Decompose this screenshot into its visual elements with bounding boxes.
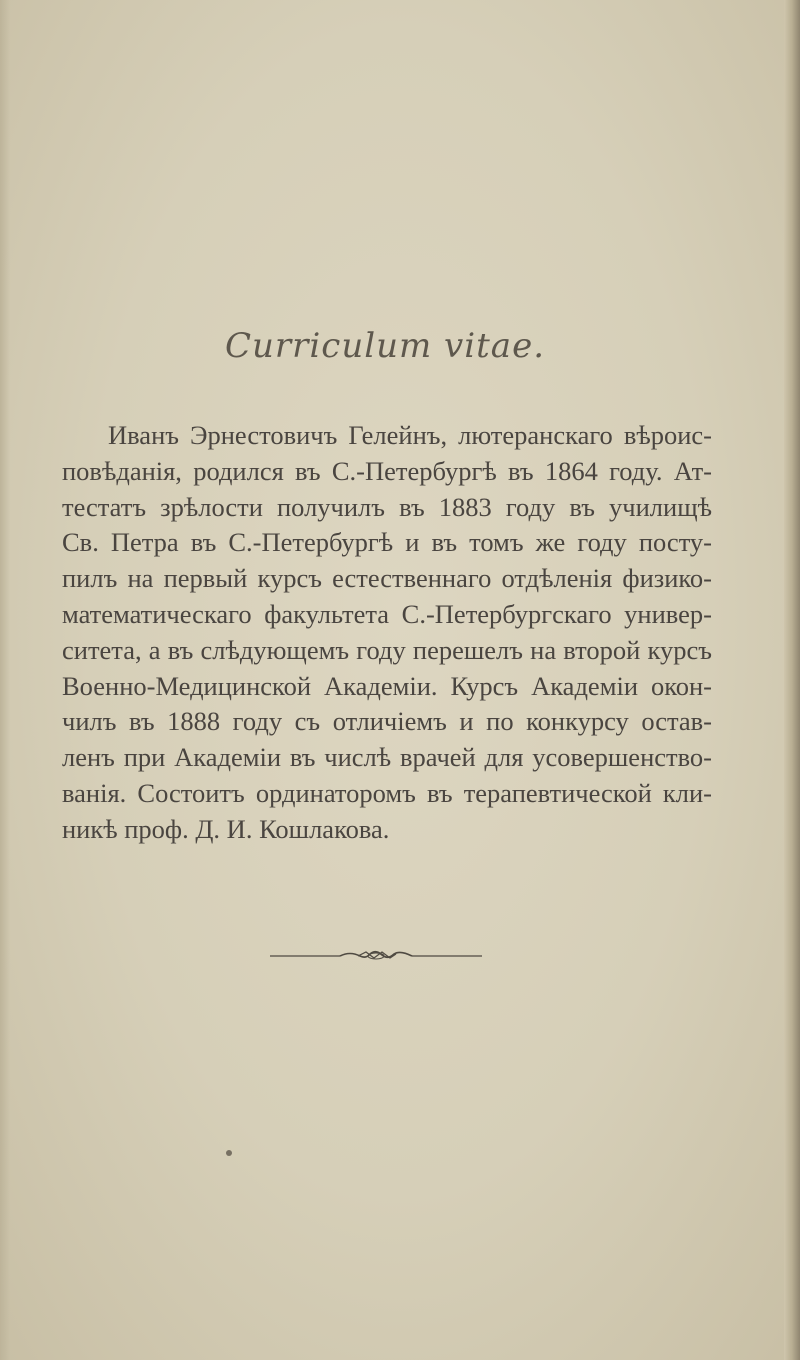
text-line: Военно-Медицинской Академіи. Курсъ Академіи окон- <box>62 670 712 701</box>
text-line: Иванъ Эрнестовичъ Гелейнъ, лютеранскаго вѣроис- <box>108 420 712 450</box>
text-line: тестатъ зрѣлости получилъ въ 1883 году въ училищѣ <box>62 491 712 522</box>
text-line: чилъ въ 1888 году съ отличіемъ и по конкурсу остав- <box>62 706 712 737</box>
page-left-edge-shadow <box>0 0 10 1360</box>
text-line: ленъ при Академіи въ числѣ врачей для усовершенство- <box>62 742 712 773</box>
text-line: ванія. Состоитъ ординаторомъ въ терапевтической кли- <box>62 777 712 808</box>
page-right-edge-shadow <box>784 0 800 1360</box>
text-line: пилъ на первый курсъ естественнаго отдѣленія физико- <box>62 563 712 594</box>
page-title: Curriculum vitae. <box>225 326 545 366</box>
text-line: математическаго факультета С.-Петербургскаго универ- <box>62 598 712 629</box>
text-line: ситета, а въ слѣдующемъ году перешелъ на второй курсъ <box>62 634 712 665</box>
paper-speck <box>226 1150 232 1156</box>
ornament-divider-icon <box>270 946 482 966</box>
text-line: Св. Петра въ С.-Петербургѣ и въ томъ же году посту- <box>62 527 712 558</box>
text-line: никѣ проф. Д. И. Кошлакова. <box>62 813 390 844</box>
biography-paragraph <box>62 418 712 848</box>
text-line: повѣданія, родился въ С.-Петербургѣ въ 1864 году. Ат- <box>62 455 712 486</box>
